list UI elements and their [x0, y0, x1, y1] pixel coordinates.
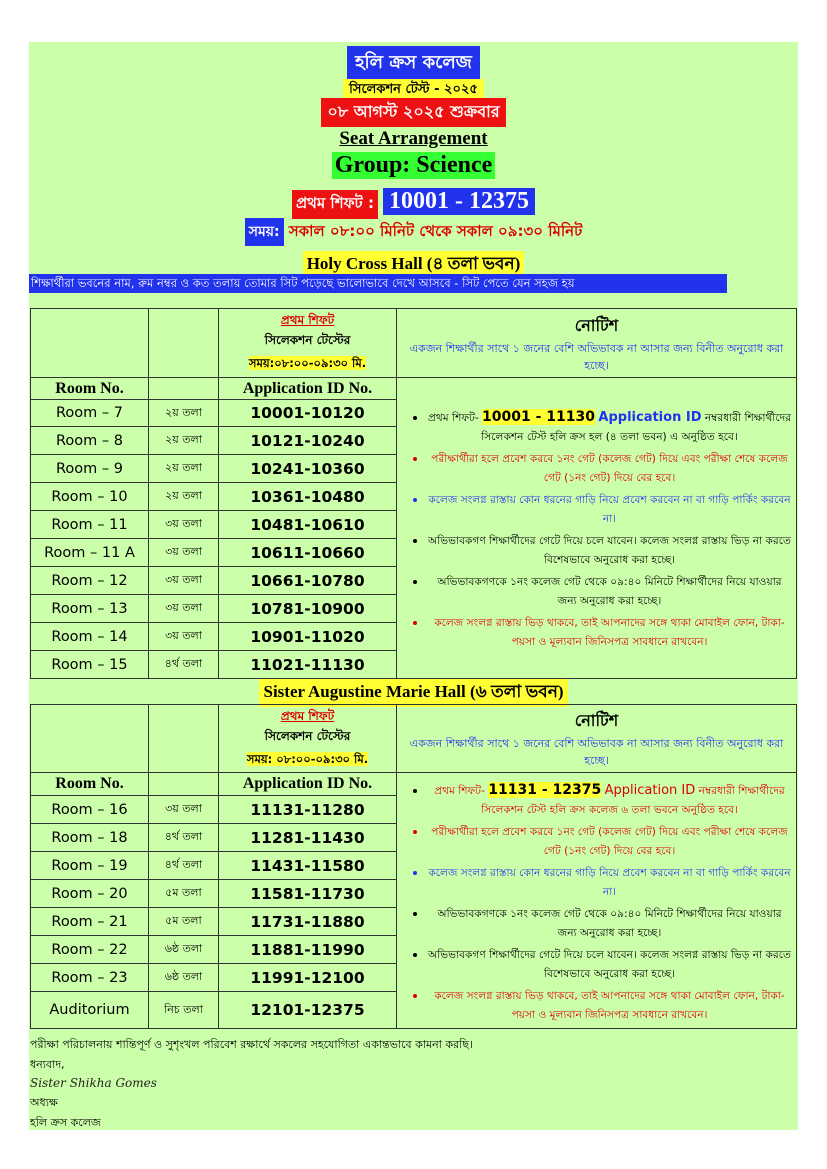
hall2-note-3: • কলেজ সংলগ্ন রাস্তায় কোন ধরনের গাড়ি নিয়ে প্রবেশ করবেন না বা গাড়ি পার্কিং করবেন না।: [427, 863, 792, 902]
table-row: Room – 13 ৩য় তলা 10781-10900: [31, 595, 797, 623]
hall1-shift-cell: [219, 309, 397, 378]
time-label: সময়:: [245, 218, 284, 246]
hall1-note-6: • কলেজ সংলগ্ন রাস্তায় ভিড় থাকবে, তাই আপনাদের সঙ্গে থাকা মোবাইল ফোন, টাকা-পয়সা ও মূল্যবান জিনিসপত্র সাবধানে রাখবেন।: [427, 613, 792, 652]
hall2-notice-sub: একজন শিক্ষার্থীর সাথে ১ জনের বেশি অভিভাবক না আসার জন্য বিনীত অনুরোধ করা হচ্ছে।: [409, 737, 784, 767]
table-row: Room – 9 ২য় তলা 10241-10360: [31, 455, 797, 483]
hall2-col-room: Room No.: [31, 773, 149, 796]
hall1-note-3: • কলেজ সংলগ্ন রাস্তায় কোন ধরনের গাড়ি নিয়ে প্রবেশ করবেন না বা গাড়ি পার্কিং করবেন না।: [427, 490, 792, 529]
hall1-note-1: • প্রথম শিফট- 10001 - 11130 Application ID নম্বরধারী শিক্ষার্থীদের সিলেকশন টেস্ট হলি ক্রস হল (৪ তলা ভবন) এ অনুষ্ঠিত হবে।: [427, 408, 792, 447]
hall2-title: Sister Augustine Marie Hall (৬ তলা ভবন): [29, 679, 798, 707]
hall1-time: সময়:০৮:০০-০৯:৩০ মি.: [248, 356, 367, 370]
hall1-notice-title: নোটিশ: [574, 315, 619, 335]
hall2-shift-cell: [219, 705, 397, 773]
hall1-note-2: • পরীক্ষার্থীরা হলে প্রবেশ করবে ১নং গেট (কলেজ গেট) দিয়ে এবং পরীক্ষা শেষে কলেজ গেট (১নং গেট) দিয়ে বের হবে।: [427, 449, 792, 488]
table-row: Room – 19 ৪র্থ তলা 11431-11580: [31, 852, 797, 880]
hall2-test: সিলেকশন টেস্টের: [264, 728, 351, 743]
table-row: Room – 23 ৬ষ্ঠ তলা 11991-12100: [31, 964, 797, 992]
shift-range-value: 10001 - 12375: [383, 188, 535, 215]
hall2-note-2: • পরীক্ষার্থীরা হলে প্রবেশ করবে ১নং গেট (কলেজ গেট) দিয়ে এবং পরীক্ষা শেষে কলেজ গেট (১নং গেট) দিয়ে বের হবে।: [427, 822, 792, 861]
test-title: সিলেকশন টেস্ট - ২০২৫: [29, 78, 798, 102]
table-row: Room – 18 ৪র্থ তলা 11281-11430: [31, 824, 797, 852]
table-row: Room – 8 ২য় তলা 10121-10240: [31, 427, 797, 455]
shift-range: [29, 188, 798, 219]
shift-label: প্রথম শিফট :: [292, 190, 378, 219]
group-title: Group: Science: [29, 152, 798, 179]
table-row: Room – 12 ৩য় তলা 10661-10780: [31, 567, 797, 595]
hall1-notice-sub: একজন শিক্ষার্থীর সাথে ১ জনের বেশি অভিভাবক না আসার জন্য বিনীত অনুরোধ করা হচ্ছে।: [409, 341, 784, 372]
table-row: Room – 7 ২য় তলা 10001-10120: [31, 400, 797, 427]
table-row: Room – 14 ৩য় তলা 10901-11020: [31, 623, 797, 651]
hall1-note-4: • অভিভাবকগণ শিক্ষার্থীদের গেটে দিয়ে চলে যাবেন। কলেজ সংলগ্ন রাস্তায় ভিড় না করতে বিশেষভাবে অনুরোধ করা হচ্ছে।: [427, 531, 792, 570]
notice-page: [29, 42, 798, 1130]
hall2-seat-table: [30, 704, 797, 1029]
table-row: Room – 20 ৫ম তলা 11581-11730: [31, 880, 797, 908]
hall2-notice-list: [397, 773, 797, 1029]
hall1-shift: প্রথম শিফট: [280, 313, 335, 327]
time-text: সকাল ০৮:০০ মিনিট থেকে সকাল ০৯:৩০ মিনিট: [288, 222, 583, 240]
table-row: Room – 11 ৩য় তলা 10481-10610: [31, 511, 797, 539]
hall2-note-6: • কলেজ সংলগ্ন রাস্তায় ভিড় থাকবে, তাই আপনাদের সঙ্গে থাকা মোবাইল ফোন, টাকা-পয়সা ও মূল্যবান জিনিসপত্র সাবধানে রাখবেন।: [427, 986, 792, 1025]
table-row: Room – 11 A ৩য় তলা 10611-10660: [31, 539, 797, 567]
hall1-note-5: • অভিভাবকগণকে ১নং কলেজ গেট থেকে ০৯:৪০ মিনিটে শিক্ষার্থীদের নিয়ে যাওয়ার জন্য অনুরোধ করা হচ্ছে।: [427, 572, 792, 611]
exam-time: [29, 218, 798, 246]
hall1-seat-table: [30, 308, 797, 679]
hall2-note-1: • প্রথম শিফট- 11131 - 12375 Application ID নম্বরধারী শিক্ষার্থীদের সিলেকশন টেস্ট হলি ক্রস কলেজ ৬ তলা ভবনে অনুষ্ঠিত হবে।: [427, 781, 792, 820]
table-row: Room – 10 ২য় তলা 10361-10480: [31, 483, 797, 511]
footer-college: হলি ক্রস কলেজ: [30, 1116, 101, 1129]
hall1-col-app: Application ID No.: [219, 378, 397, 400]
hall2-notice-title: নোটিশ: [574, 711, 619, 730]
college-title: হলি ক্রস কলেজ: [29, 46, 798, 81]
exam-date: ০৮ আগস্ট ২০২৫ শুক্রবার: [29, 98, 798, 127]
hall2-note-5: • অভিভাবকগণ শিক্ষার্থীদের গেটে দিয়ে চলে যাবেন। কলেজ সংলগ্ন রাস্তায় ভিড় না করতে বিশেষভাবে অনুরোধ করা হচ্ছে।: [427, 945, 792, 984]
hall1-notice-header: [397, 309, 797, 378]
hall1-title: Holy Cross Hall (৪ তলা ভবন): [29, 251, 798, 281]
footer-thanks: ধন্যবাদ,: [30, 1058, 65, 1071]
seat-arrangement-title: Seat Arrangement: [339, 128, 488, 149]
designation: অধ্যক্ষ: [30, 1096, 58, 1109]
table-row: Room – 16 ৩য় তলা 11131-11280: [31, 796, 797, 824]
hall2-shift: প্রথম শিফট: [280, 708, 335, 723]
signature: Sister Shikha Gomes: [30, 1076, 157, 1090]
hall2-time: সময়: ০৮:০০-০৯:৩০ মি.: [246, 751, 369, 766]
table-row: Room – 21 ৫ম তলা 11731-11880: [31, 908, 797, 936]
table-row: Room – 22 ৬ষ্ঠ তলা 11881-11990: [31, 936, 797, 964]
hall2-notice-header: [397, 705, 797, 773]
hall2-col-app: Application ID No.: [219, 773, 397, 796]
hall1-test: সিলেকশন টেস্টের: [264, 333, 351, 347]
table-row: Room – 15 ৪র্থ তলা 11021-11130: [31, 651, 797, 679]
hall1-col-room: Room No.: [31, 378, 149, 400]
hall2-note-4: • অভিভাবকগণকে ১নং কলেজ গেট থেকে ০৯:৪০ মিনিটে শিক্ষার্থীদের নিয়ে যাওয়ার জন্য অনুরোধ করা হচ্ছে।: [427, 904, 792, 943]
hall1-notice-list: [397, 378, 797, 679]
instruction-banner: শিক্ষার্থীরা ভবনের নাম, রুম নম্বর ও কত তলায় তোমার সিট পড়েছে ভালোভাবে দেখে আসবে - সিট পেতে যেন সহজ হয়: [29, 274, 727, 293]
table-row: Auditorium নিচ তলা 12101-12375: [31, 992, 797, 1029]
footer-message: পরীক্ষা পরিচালনায় শান্তিপূর্ণ ও সুশৃংখল পরিবেশ রক্ষার্থে সকলের সহযোগিতা একান্তভাবে কামনা করছি।: [30, 1038, 473, 1051]
